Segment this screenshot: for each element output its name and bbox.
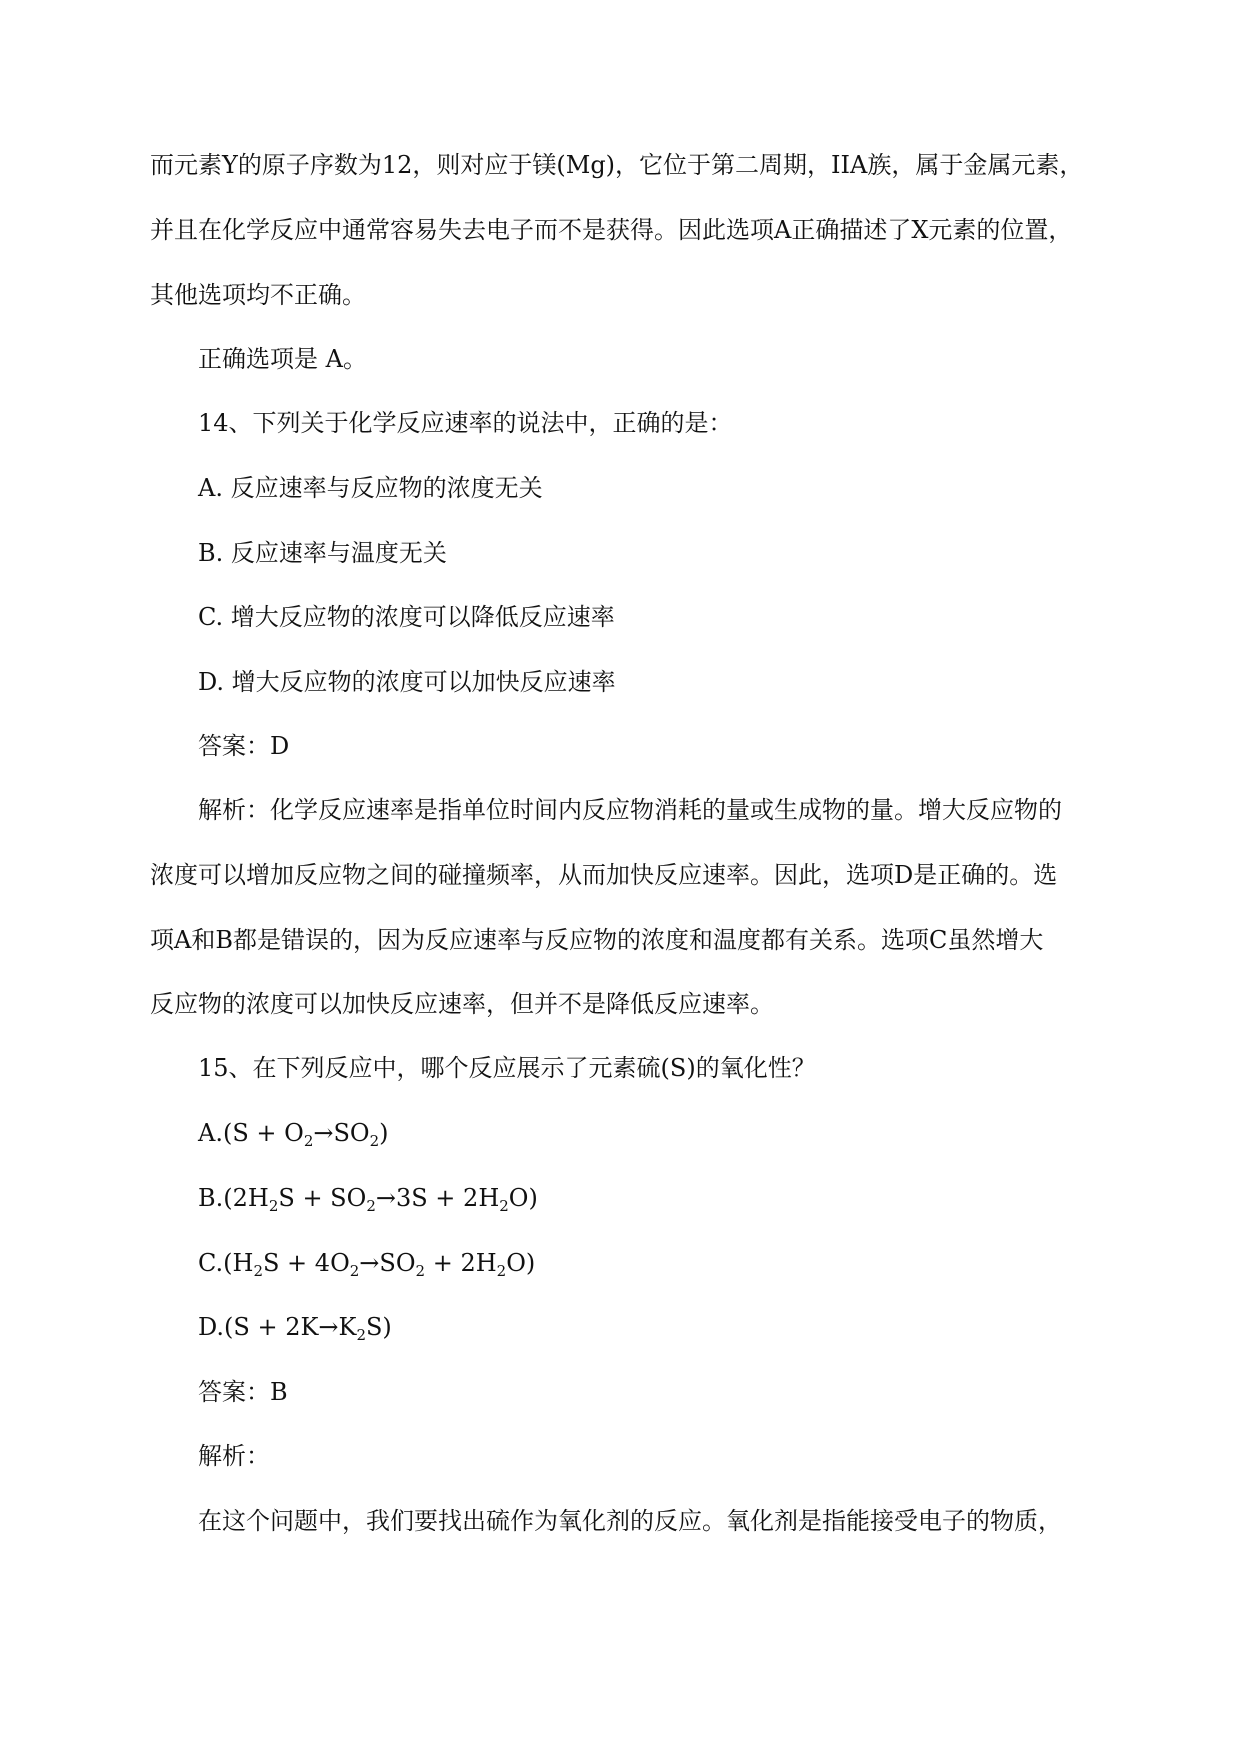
question-15-option-c: $C.(H_2S + 4O_2\to SO_2 + 2H_2O)$ — [198, 1249, 536, 1280]
question-15-option-b: $B.(2H_2S + SO_2\to 3S + 2H_2O)$ — [198, 1184, 538, 1215]
question-14-stem: 14、下列关于化学反应速率的说法中，正确的是： — [198, 409, 733, 437]
question-14-option-c: C. 增大反应物的浓度可以降低反应速率 — [198, 603, 615, 631]
question-14-option-a: A. 反应速率与反应物的浓度无关 — [198, 474, 543, 502]
question-14-explanation-line: 浓度可以增加反应物之间的碰撞频率，从而加快反应速率。因此，选项D是正确的。选 — [150, 861, 1058, 889]
paragraph-line: 并且在化学反应中通常容易失去电子而不是获得。因此选项A正确描述了X元素的位置， — [150, 216, 1073, 244]
question-15-stem: 15、在下列反应中，哪个反应展示了元素硫(S)的氧化性？ — [198, 1054, 816, 1082]
question-15-option-a: $A.(S + O_2\to SO_2)$ — [198, 1119, 389, 1150]
question-14-option-b: B. 反应速率与温度无关 — [198, 539, 447, 567]
question-15-answer: 答案：B — [198, 1378, 288, 1406]
question-14-option-d: D. 增大反应物的浓度可以加快反应速率 — [198, 668, 616, 696]
question-15-explanation-line: 在这个问题中，我们要找出硫作为氧化剂的反应。氧化剂是指能接受电子的物质， — [198, 1507, 1062, 1535]
paragraph-line: 而元素Y的原子序数为12，则对应于镁(Mg)，它位于第二周期，IIA族，属于金属元素， — [150, 151, 1084, 179]
question-15-option-d: $D.(S + 2K\to K_2S)$ — [198, 1313, 392, 1344]
question-15-explanation-label: 解析： — [198, 1442, 270, 1470]
question-14-explanation-line: 反应物的浓度可以加快反应速率，但并不是降低反应速率。 — [150, 990, 774, 1018]
answer-13: 正确选项是 A。 — [198, 345, 367, 373]
question-14-explanation-line: 项A和B都是错误的，因为反应速率与反应物的浓度和温度都有关系。选项C虽然增大 — [150, 926, 1044, 954]
question-14-explanation-line: 解析：化学反应速率是指单位时间内反应物消耗的量或生成物的量。增大反应物的 — [198, 796, 1062, 824]
question-14-answer: 答案：D — [198, 732, 290, 760]
paragraph-line: 其他选项均不正确。 — [150, 281, 366, 309]
